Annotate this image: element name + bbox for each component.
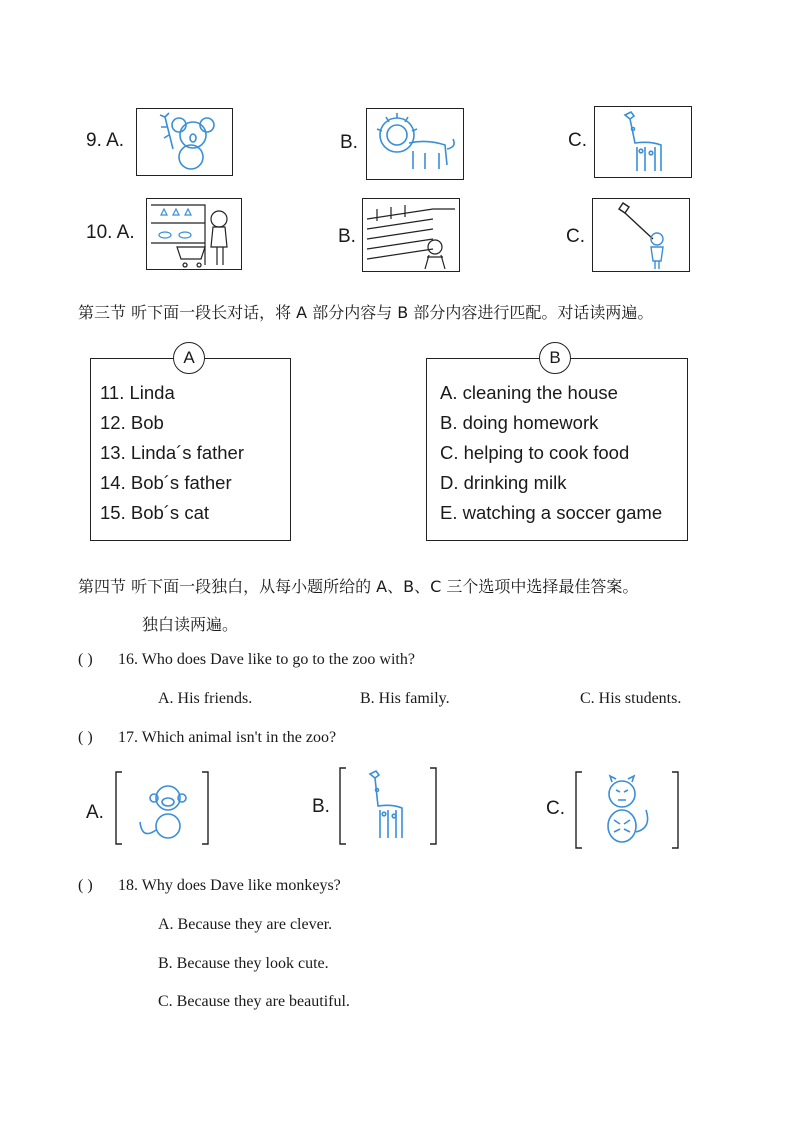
q16-option-a[interactable]: A. His friends.: [158, 690, 253, 707]
giraffe-icon: [595, 107, 691, 177]
box-a-item-11: 11. Linda: [100, 382, 175, 403]
q16-text: 16. Who does Dave like to go to the zoo with?: [118, 651, 415, 668]
section4-title-line1: 第四节 听下面一段独白，从每小题所给的 A、B、C 三个选项中选择最佳答案。: [78, 577, 639, 596]
giraffe-icon: [370, 771, 402, 838]
q17-option-b-label: B.: [312, 796, 330, 817]
q9-option-b-label: B.: [340, 132, 358, 153]
q10-number: 10. A.: [86, 222, 135, 243]
q10-option-c-label: C.: [566, 226, 585, 247]
q10-option-b-picture[interactable]: [362, 198, 460, 272]
koala-icon: [137, 109, 232, 175]
section4-title-line2: 独白读两遍。: [142, 615, 239, 634]
box-b-item-e: E. watching a soccer game: [440, 502, 663, 523]
q17-option-a-label: A.: [86, 802, 104, 823]
box-a-label: A: [173, 342, 205, 374]
box-a-item-12: 12. Bob: [100, 412, 164, 433]
q17-option-a-picture[interactable]: [112, 770, 212, 846]
q9-number: 9. A.: [86, 130, 125, 151]
q17-option-c-label: C.: [546, 798, 565, 819]
lion-icon: [367, 109, 463, 179]
q9-option-b-picture[interactable]: [366, 108, 464, 180]
q10-option-c-picture[interactable]: [592, 198, 690, 272]
q9-option-c-label: C.: [568, 130, 587, 151]
box-a-item-15: 15. Bob´s cat: [100, 502, 210, 523]
q18-option-c[interactable]: C. Because they are beautiful.: [158, 993, 350, 1010]
q9-option-a-picture[interactable]: [136, 108, 233, 176]
q18-answer-blank[interactable]: ( ): [78, 877, 93, 894]
box-a-item-14: 14. Bob´s father: [100, 472, 232, 493]
q9-option-c-picture[interactable]: [594, 106, 692, 178]
kite-icon: [593, 199, 689, 271]
q16-option-b[interactable]: B. His family.: [360, 690, 450, 707]
q17-text: 17. Which animal isn't in the zoo?: [118, 729, 337, 746]
q16-answer-blank[interactable]: ( ): [78, 651, 93, 668]
q17-option-b-picture[interactable]: [336, 766, 440, 846]
box-b-label: B: [539, 342, 571, 374]
box-b-item-c: C. helping to cook food: [440, 442, 630, 463]
stairs-icon: [363, 199, 459, 271]
q18-text: 18. Why does Dave like monkeys?: [118, 877, 341, 894]
box-b-item-b: B. doing homework: [440, 412, 599, 433]
q16-option-c[interactable]: C. His students.: [580, 690, 682, 707]
monkey-icon: [140, 786, 186, 838]
q18-option-a[interactable]: A. Because they are clever.: [158, 916, 333, 933]
section3-title: 第三节 听下面一段长对话，将 A 部分内容与 B 部分内容进行匹配。对话读两遍。: [78, 303, 654, 322]
q10-option-b-label: B.: [338, 226, 356, 247]
box-a-item-13: 13. Linda´s father: [100, 442, 244, 463]
q17-answer-blank[interactable]: ( ): [78, 729, 93, 746]
shopping-icon: [147, 199, 241, 269]
q17-option-c-picture[interactable]: [572, 770, 682, 850]
box-b-item-d: D. drinking milk: [440, 472, 567, 493]
q18-option-b[interactable]: B. Because they look cute.: [158, 955, 329, 972]
tiger-icon: [608, 776, 648, 842]
box-b-item-a: A. cleaning the house: [440, 382, 618, 403]
q10-option-a-picture[interactable]: [146, 198, 242, 270]
